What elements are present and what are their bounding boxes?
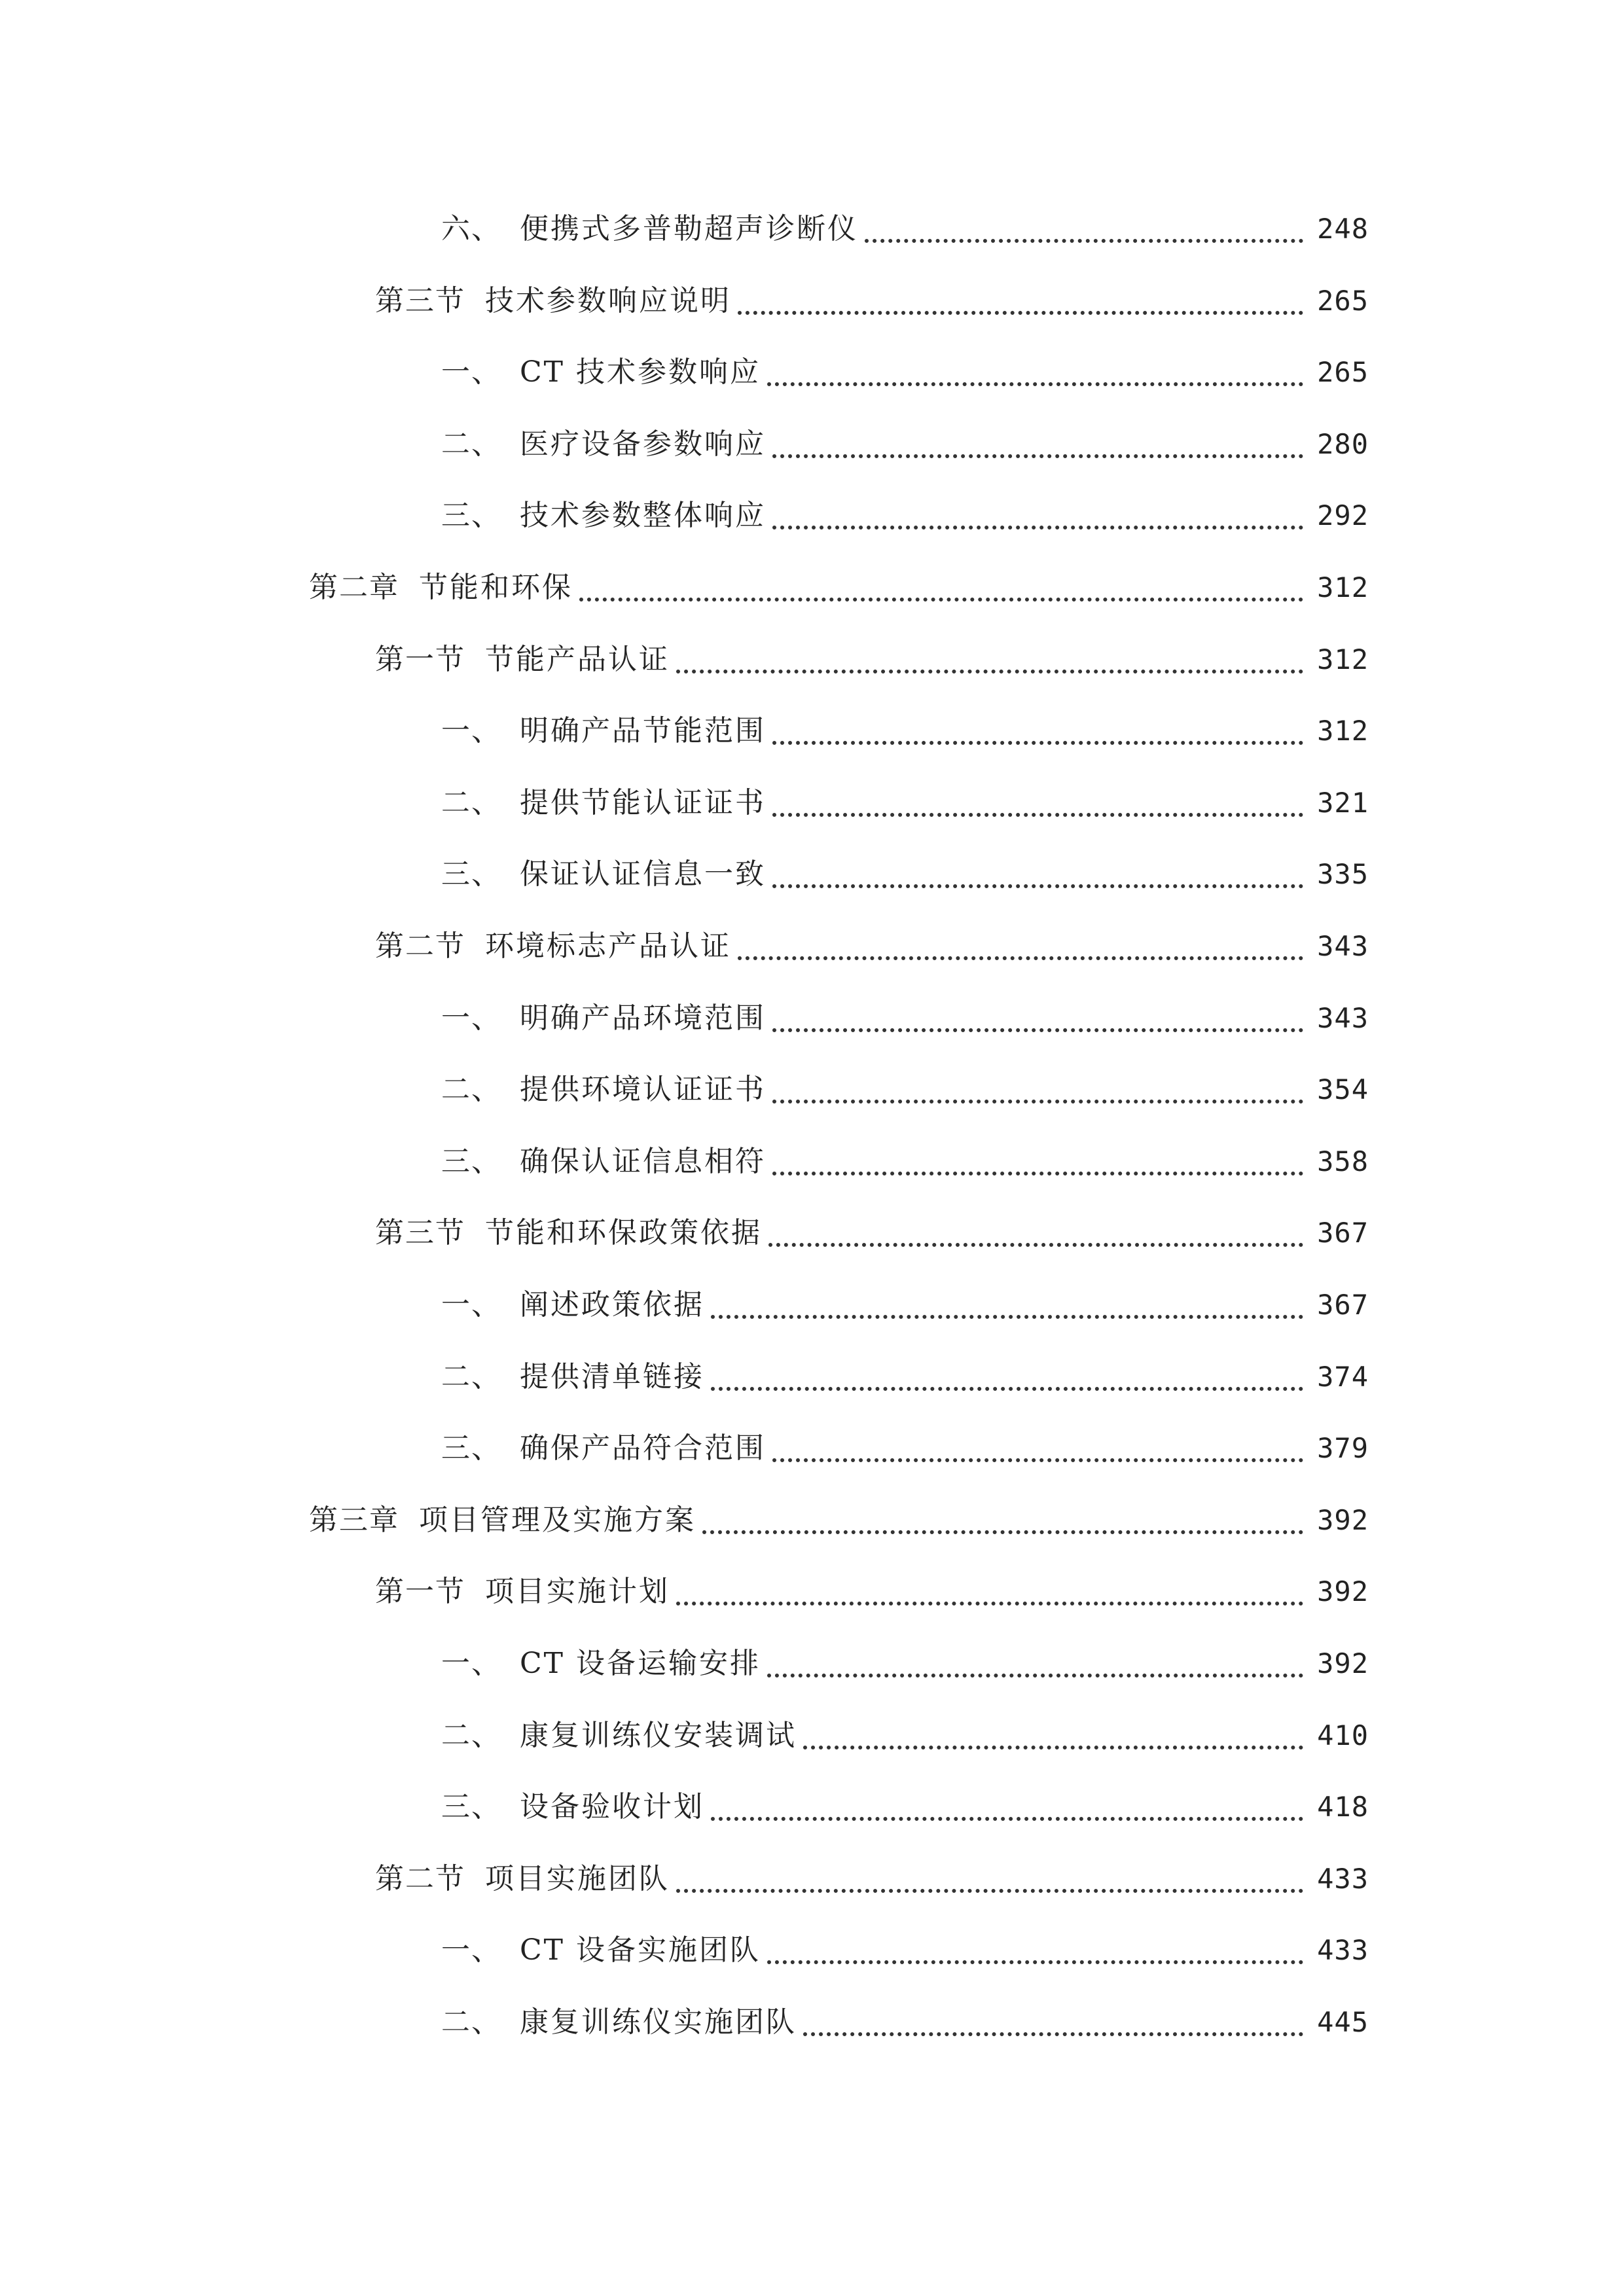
toc-entry[interactable] bbox=[441, 1781, 1369, 1833]
toc-entry[interactable] bbox=[441, 1996, 1369, 2049]
toc-entry-prefix: 第一节 bbox=[375, 1575, 465, 1608]
toc-entry-prefix: 第二章 bbox=[309, 571, 399, 604]
toc-entry-page-number: 265 bbox=[1317, 356, 1369, 388]
toc-entry-prefix: 一、 bbox=[441, 1288, 501, 1321]
dot-leader bbox=[772, 1172, 1303, 1175]
toc-entry-title: 项目管理及实施方案 bbox=[419, 1503, 696, 1537]
toc-entry-prefix: 三、 bbox=[441, 857, 501, 891]
toc-entry-prefix: 二、 bbox=[441, 1719, 501, 1752]
toc-entry-page-number: 343 bbox=[1317, 930, 1369, 962]
toc-entry-prefix: 六、 bbox=[441, 212, 501, 245]
toc-entry-title: 提供环境认证证书 bbox=[520, 1073, 766, 1106]
toc-entry-title: 康复训练仪实施团队 bbox=[520, 2005, 797, 2039]
toc-entry-prefix: 三、 bbox=[441, 1431, 501, 1465]
toc-entry-title: 确保产品符合范围 bbox=[520, 1431, 766, 1465]
dot-leader bbox=[676, 1889, 1303, 1893]
toc-entry-title: CT 技术参数响应 bbox=[520, 355, 761, 389]
toc-entry[interactable] bbox=[441, 1638, 1369, 1690]
toc-entry-title: CT 设备运输安排 bbox=[520, 1647, 761, 1680]
dot-leader bbox=[772, 884, 1303, 888]
toc-entry-page-number: 321 bbox=[1317, 787, 1369, 819]
dot-leader bbox=[711, 1817, 1303, 1821]
dot-leader bbox=[803, 1746, 1303, 1749]
dot-leader bbox=[865, 239, 1303, 243]
toc-entry[interactable] bbox=[441, 777, 1369, 829]
toc-entry-title: 项目实施计划 bbox=[485, 1575, 670, 1608]
toc-entry-title: 保证认证信息一致 bbox=[520, 857, 766, 891]
toc-entry-page-number: 335 bbox=[1317, 858, 1369, 890]
toc-entry[interactable] bbox=[441, 1064, 1369, 1116]
toc-entry[interactable] bbox=[441, 203, 1369, 255]
toc-entry-title: 技术参数响应说明 bbox=[485, 284, 731, 317]
toc-entry-prefix: 一、 bbox=[441, 1933, 501, 1967]
toc-entry-page-number: 445 bbox=[1317, 2006, 1369, 2038]
toc-entry-page-number: 265 bbox=[1317, 285, 1369, 317]
toc-entry-title: 明确产品节能范围 bbox=[520, 714, 766, 747]
toc-entry-title: 项目实施团队 bbox=[485, 1862, 670, 1895]
toc-entry-page-number: 292 bbox=[1317, 499, 1369, 531]
toc-entry-prefix: 二、 bbox=[441, 2005, 501, 2039]
toc-entry-prefix: 二、 bbox=[441, 1073, 501, 1106]
toc-entry-page-number: 312 bbox=[1317, 643, 1369, 675]
dot-leader bbox=[767, 382, 1303, 386]
toc-entry[interactable] bbox=[441, 346, 1369, 399]
dot-leader bbox=[768, 1243, 1303, 1247]
toc-entry-prefix: 一、 bbox=[441, 355, 501, 389]
dot-leader bbox=[676, 670, 1303, 673]
toc-entry-page-number: 433 bbox=[1317, 1863, 1369, 1895]
toc-entry-title: 提供节能认证证书 bbox=[520, 786, 766, 819]
toc-entry-page-number: 367 bbox=[1317, 1289, 1369, 1321]
toc-entry-prefix: 三、 bbox=[441, 499, 501, 532]
toc-entry[interactable] bbox=[441, 1710, 1369, 1762]
toc-entry-title: 设备验收计划 bbox=[520, 1790, 704, 1823]
toc-entry[interactable] bbox=[441, 1136, 1369, 1188]
toc-entry-title: 节能和环保 bbox=[419, 571, 573, 604]
dot-leader bbox=[711, 1315, 1303, 1319]
toc-entry-page-number: 248 bbox=[1317, 213, 1369, 245]
dot-leader bbox=[738, 956, 1303, 960]
toc-entry-title: 明确产品环境范围 bbox=[520, 1001, 766, 1035]
toc-entry-prefix: 第二节 bbox=[375, 1862, 465, 1895]
dot-leader bbox=[772, 454, 1303, 458]
toc-entry[interactable] bbox=[309, 1494, 1369, 1547]
toc-entry-prefix: 第三章 bbox=[309, 1503, 399, 1537]
toc-entry-title: 康复训练仪安装调试 bbox=[520, 1719, 797, 1752]
toc-entry[interactable] bbox=[441, 418, 1369, 471]
toc-entry-page-number: 392 bbox=[1317, 1504, 1369, 1536]
toc-entry-prefix: 一、 bbox=[441, 1001, 501, 1035]
toc-entry[interactable] bbox=[375, 920, 1369, 973]
toc-entry-page-number: 392 bbox=[1317, 1647, 1369, 1679]
toc-entry[interactable] bbox=[441, 490, 1369, 542]
toc-entry-page-number: 367 bbox=[1317, 1217, 1369, 1249]
toc-entry-prefix: 二、 bbox=[441, 1360, 501, 1393]
toc-entry-prefix: 一、 bbox=[441, 1647, 501, 1680]
dot-leader bbox=[772, 813, 1303, 817]
toc-entry-prefix: 第一节 bbox=[375, 643, 465, 676]
toc-entry-title: 医疗设备参数响应 bbox=[520, 427, 766, 461]
toc-entry[interactable] bbox=[375, 1566, 1369, 1618]
toc-entry[interactable] bbox=[309, 562, 1369, 614]
dot-leader bbox=[772, 1028, 1303, 1032]
toc-entry[interactable] bbox=[375, 1207, 1369, 1259]
toc-entry[interactable] bbox=[441, 1279, 1369, 1331]
dot-leader bbox=[803, 2032, 1303, 2036]
toc-entry-prefix: 第二节 bbox=[375, 929, 465, 963]
toc-entry-title: 提供清单链接 bbox=[520, 1360, 704, 1393]
toc-entry[interactable] bbox=[375, 1853, 1369, 1905]
toc-entry-page-number: 374 bbox=[1317, 1361, 1369, 1393]
toc-entry[interactable] bbox=[441, 705, 1369, 757]
dot-leader bbox=[772, 1458, 1303, 1462]
toc-entry-title: 环境标志产品认证 bbox=[485, 929, 731, 963]
dot-leader bbox=[772, 526, 1303, 529]
toc-entry-page-number: 410 bbox=[1317, 1719, 1369, 1751]
dot-leader bbox=[702, 1530, 1303, 1534]
dot-leader bbox=[772, 741, 1303, 745]
toc-entry-prefix: 一、 bbox=[441, 714, 501, 747]
toc-entry-page-number: 280 bbox=[1317, 428, 1369, 460]
toc-entry-title: 技术参数整体响应 bbox=[520, 499, 766, 532]
toc-entry-page-number: 312 bbox=[1317, 715, 1369, 747]
toc-entry-title: 阐述政策依据 bbox=[520, 1288, 704, 1321]
toc-entry-title: 节能和环保政策依据 bbox=[485, 1216, 762, 1249]
dot-leader bbox=[767, 1674, 1303, 1677]
toc-entry-title: 节能产品认证 bbox=[485, 643, 670, 676]
dot-leader bbox=[676, 1602, 1303, 1605]
toc-entry-prefix: 三、 bbox=[441, 1790, 501, 1823]
toc-entry-page-number: 358 bbox=[1317, 1145, 1369, 1177]
dot-leader bbox=[738, 311, 1303, 315]
toc-entry-title: 便携式多普勒超声诊断仪 bbox=[520, 212, 858, 245]
toc-entry-prefix: 三、 bbox=[441, 1145, 501, 1178]
toc-entry-page-number: 343 bbox=[1317, 1002, 1369, 1034]
dot-leader bbox=[767, 1960, 1303, 1964]
toc-entry[interactable] bbox=[375, 275, 1369, 327]
toc-entry-page-number: 392 bbox=[1317, 1575, 1369, 1607]
toc-entry[interactable] bbox=[441, 848, 1369, 901]
toc-entry[interactable] bbox=[441, 1422, 1369, 1475]
toc-entry-prefix: 二、 bbox=[441, 786, 501, 819]
toc-entry[interactable] bbox=[441, 992, 1369, 1045]
dot-leader bbox=[711, 1387, 1303, 1391]
toc-entry[interactable] bbox=[441, 1351, 1369, 1403]
toc-entry-page-number: 354 bbox=[1317, 1073, 1369, 1105]
toc-entry[interactable] bbox=[441, 1924, 1369, 1977]
toc-entry-title: CT 设备实施团队 bbox=[520, 1933, 761, 1967]
toc-entry-prefix: 第三节 bbox=[375, 284, 465, 317]
toc-entry-prefix: 第三节 bbox=[375, 1216, 465, 1249]
dot-leader bbox=[772, 1100, 1303, 1103]
toc-entry[interactable] bbox=[375, 634, 1369, 686]
toc-entry-page-number: 418 bbox=[1317, 1791, 1369, 1823]
toc-entry-page-number: 312 bbox=[1317, 571, 1369, 603]
toc-entry-prefix: 二、 bbox=[441, 427, 501, 461]
dot-leader bbox=[579, 598, 1303, 601]
toc-entry-page-number: 379 bbox=[1317, 1432, 1369, 1464]
toc-entry-page-number: 433 bbox=[1317, 1934, 1369, 1966]
toc-entry-title: 确保认证信息相符 bbox=[520, 1145, 766, 1178]
